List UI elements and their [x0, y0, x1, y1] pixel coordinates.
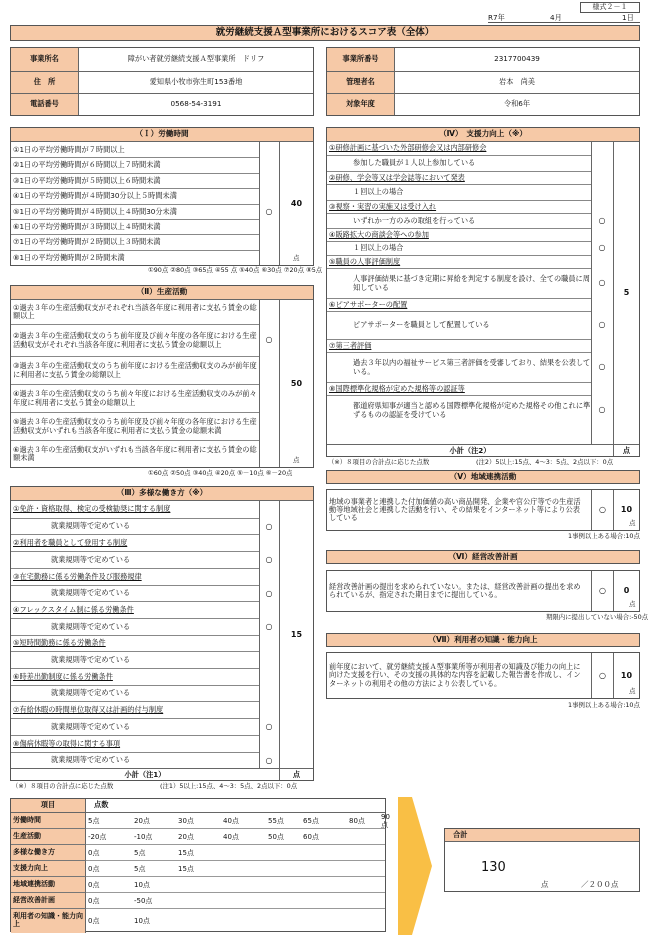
s4-mark-cell: ○ — [598, 362, 606, 371]
points-row-label: 労働時間 — [11, 813, 86, 829]
s2-item: ④過去３年の生産活動収支のうち前々年度における生産活動収支のみが前々年度に利用者に支払う賃金の総額以上 — [11, 384, 259, 412]
s3-score: 15 — [279, 501, 313, 768]
manager-label: 管理者名 — [327, 71, 395, 93]
s7-note: 1事例以上ある場合:10点 — [568, 701, 640, 709]
s4-item-sub: １回以上の場合 — [327, 241, 591, 255]
s1-title: （Ｉ）労働時間 — [11, 128, 313, 142]
s6-mark: ○ — [591, 571, 613, 611]
s7-unit: 点 — [629, 687, 636, 695]
s1-item: ⑥1日の平均労働時間が３時間以上４時間未満 — [11, 219, 259, 234]
phone: 0568-54-3191 — [79, 93, 313, 115]
s4-note-left: （※）８項目の合計点に応じた点数 — [328, 458, 430, 466]
s5-mark: ○ — [591, 490, 613, 530]
s4-item-head: ⑤職員の人事評価制度 — [327, 255, 591, 268]
points-value: 80点 — [349, 816, 365, 825]
date-month: 4月 — [550, 13, 562, 22]
section-production — [10, 285, 314, 468]
office-name-label: 事業所名 — [11, 48, 79, 71]
total-unit: 点 — [541, 880, 549, 889]
s4-item-sub: 都道府県知事が適当と認める国際標準化規格が定めた規格その他これに準ずるものの認証を受けている — [327, 395, 591, 425]
s3-item-head: ④フレックスタイム制に係る労働条件 — [11, 601, 259, 618]
s7-title: （Ⅶ）利用者の知識・能力向上 — [326, 633, 640, 647]
points-header-score: 点数 — [86, 799, 385, 813]
s6-note: 期限内に提出していない場合:-50点 — [546, 613, 649, 621]
manager: 岩本 尚美 — [395, 71, 639, 93]
year: 令和6年 — [395, 93, 639, 115]
s3-item-head: ②利用者を職員として登用する制度 — [11, 534, 259, 551]
s2-item: ③過去３年の生産活動収支のうち前年度における生産活動収支のみが前年度に利用者に支払う賃金の総額以上 — [11, 356, 259, 384]
s1-item: ④1日の平均労働時間が４時間30分以上５時間未満 — [11, 188, 259, 203]
date-day: 1日 — [622, 13, 634, 22]
s2-unit: 点 — [293, 456, 300, 464]
points-value: 10点 — [134, 916, 150, 925]
s4-item-sub: １回以上の場合 — [327, 184, 591, 200]
s1-legend: ①90点 ②80点 ③65点 ④55 点 ⑤40点 ⑥30点 ⑦20点 ⑧5点 — [148, 266, 323, 274]
s5-unit: 点 — [629, 519, 636, 527]
s3-title: （Ⅲ）多様な働き方（※） — [11, 487, 313, 501]
points-row-label: 経営改善計画 — [11, 893, 86, 909]
s5-score: 10 — [613, 490, 639, 530]
s7-score: 10 — [613, 653, 639, 698]
s3-item-head: ①免許・資格取得、検定の受検勧奨に関する制度 — [13, 504, 171, 514]
total-box — [444, 828, 640, 892]
points-row-label: 利用者の知識・能力向上 — [11, 909, 86, 933]
s4-item-head: ⑥ピアサポーターの配置 — [327, 298, 591, 311]
s3-mark-cell: ○ — [265, 588, 273, 598]
points-value: 60点 — [303, 832, 319, 841]
points-value: 40点 — [223, 816, 239, 825]
s1-item: ⑤1日の平均労働時間が４時間以上４時間30分未満 — [11, 204, 259, 219]
s2-legend: ①60点 ②50点 ③40点 ④20点 ⑤－10点 ⑥－20点 — [148, 469, 293, 477]
s2-title: （Ⅱ）生産活動 — [11, 286, 313, 300]
s2-item: ⑤過去３年の生産活動収支のうち前年度及び前々年度の各年度における生産活動収支がいずれも当該各年度に利用者に支払う賃金の総額未満 — [11, 412, 259, 440]
s4-mark-cell: ○ — [598, 215, 606, 225]
s3-unit: 点 — [279, 768, 313, 780]
s7-text: 前年度において、就労継続支援Ａ型事業所等が利用者の知識及び能力の向上に向けた支援を行い、その支援の具体的な内容を記載した報告書を作成し、インターネットの利用その他の方法により公表している。 — [329, 662, 581, 688]
points-value: 5点 — [134, 864, 146, 873]
points-header-item: 項目 — [11, 799, 86, 813]
s3-item-sub: 就業規則等で定めている — [11, 651, 259, 668]
info-left — [10, 47, 314, 116]
s1-item: ⑦1日の平均労働時間が２時間以上３時間未満 — [11, 234, 259, 249]
s7-mark: ○ — [591, 653, 613, 698]
points-value: 0点 — [88, 880, 100, 889]
s4-title: （Ⅳ） 支援力向上（※） — [327, 128, 639, 142]
s6-title: （Ⅵ）経営改善計画 — [326, 550, 640, 564]
s4-unit: 点 — [613, 444, 639, 456]
date-line — [488, 14, 640, 23]
s3-mark-cell: ○ — [265, 755, 273, 765]
s4-mark-cell: ○ — [598, 320, 606, 329]
s4-mark-cell: ○ — [598, 278, 606, 287]
s6-text: 経営改善計画の提出を求められていない。または、経営改善計画の提出を求められているが、指定された期日までに提出している。 — [329, 581, 581, 599]
address-label: 住 所 — [11, 71, 79, 93]
points-value: 5点 — [134, 848, 146, 857]
points-value: 30点 — [178, 816, 194, 825]
s3-mark-cell: ○ — [265, 722, 273, 732]
s3-item-sub: 就業規則等で定めている — [11, 585, 259, 602]
points-value: -10点 — [134, 832, 153, 841]
s3-item-head: ⑧傷病休暇等の取得に関する事項 — [11, 735, 259, 752]
points-value: 0点 — [88, 916, 100, 925]
points-value: 65点 — [303, 816, 319, 825]
s4-mark-cell: ○ — [598, 243, 606, 252]
office-no: 2317700439 — [494, 54, 540, 64]
s4-score: 5 — [613, 142, 639, 444]
s3-mark-cell: ○ — [265, 621, 273, 631]
s4-item-sub: いずれか一方のみの取組を行っている — [327, 213, 591, 228]
points-value: 55点 — [268, 816, 284, 825]
points-value: 15点 — [178, 864, 194, 873]
s5-note: 1事例以上ある場合:10点 — [568, 532, 640, 540]
s4-item-sub: 参加した職員が１人以上参加している — [327, 155, 591, 171]
s2-item: ①過去３年の生産活動収支がそれぞれ当該各年度に利用者に支払う賃金の総額以上 — [13, 302, 257, 320]
points-value: 20点 — [178, 832, 194, 841]
s4-item-head: ①研修計画に基づいた外部研修会又は内部研修会 — [329, 143, 487, 153]
s3-mark-cell: ○ — [265, 555, 273, 565]
section-knowledge — [326, 652, 640, 699]
s3-item-sub: 就業規則等で定めている — [11, 685, 259, 702]
points-table — [10, 798, 390, 932]
s4-item-head: ②研修、学会等又は学会誌等において発表 — [327, 171, 591, 184]
s4-item-head: ③視察・実習の実施又は受け入れ — [327, 200, 591, 213]
points-value: -20点 — [88, 832, 107, 841]
s3-item-head: ⑦有給休暇の時間単位取得又は計画的付与制度 — [11, 701, 259, 718]
s4-item-head: ④販路拡大の商談会等への参加 — [327, 228, 591, 241]
points-value: 0点 — [88, 848, 100, 857]
section-diverse-work — [10, 486, 314, 781]
section-management — [326, 570, 640, 612]
total-value: 130 — [481, 860, 506, 875]
info-right — [326, 47, 640, 116]
points-row-label: 地域連携活動 — [11, 877, 86, 893]
s3-item-sub: 就業規則等で定めている — [11, 752, 259, 769]
s2-item: ⑥過去３年の生産活動収支がいずれも当該各年度に利用者に支払う賃金の総額未満 — [11, 440, 259, 467]
date-year: R7年 — [488, 13, 505, 22]
s4-item-sub: ピアサポーターを職員として配置している — [327, 311, 591, 339]
s4-item-head: ⑧国際標準化規格が定めた規格等の認証等 — [327, 382, 591, 395]
s4-item-sub: 人事評価結果に基づき定期に昇給を判定する制度を設け、全ての職員に周知している — [327, 268, 591, 298]
s3-subtotal: 小計（注1） — [11, 768, 279, 780]
s3-item-head: ⑥時差出勤制度に係る労働条件 — [11, 668, 259, 685]
s3-item-sub: 就業規則等で定めている — [11, 518, 259, 535]
points-row-line — [86, 877, 385, 893]
year-label: 対象年度 — [327, 93, 395, 115]
points-row-line — [86, 861, 385, 877]
s1-mark-cell: ○ — [265, 206, 273, 216]
s3-item-sub: 就業規則等で定めている — [11, 551, 259, 568]
s4-item-sub: 過去３年以内の福祉サービス第三者評価を受審しており、結果を公表している。 — [327, 352, 591, 382]
s3-note-right: (注1）5以上:15点、4～3：5点、2点以下：0点 — [160, 782, 298, 790]
s3-item-head: ③在宅勤務に係る労働条件及び服務規律 — [11, 568, 259, 585]
s1-item: ②1日の平均労働時間が６時間以上７時間未満 — [11, 157, 259, 172]
s4-note-right: (注2）5以上:15点、4～3：5点、2点以下：0点 — [476, 458, 614, 466]
points-value: 0点 — [88, 864, 100, 873]
total-label: 合計 — [445, 829, 639, 842]
s1-unit: 点 — [293, 254, 300, 262]
form-label: 様式２－１ — [580, 2, 640, 13]
s1-score: 40 — [279, 142, 313, 265]
s5-title: （Ⅴ）地域連携活動 — [326, 470, 640, 484]
points-row-label: 生産活動 — [11, 829, 86, 845]
s3-note-left: （※）８項目の合計点に応じた点数 — [12, 782, 114, 790]
points-row-line — [86, 845, 385, 861]
address: 愛知県小牧市弥生町153番地 — [79, 71, 313, 93]
total-max: ／２００点 — [581, 880, 619, 889]
s3-item-sub: 就業規則等で定めている — [11, 718, 259, 735]
s2-mark-cell: ○ — [265, 335, 273, 344]
section-regional — [326, 489, 640, 531]
s5-text: 地域の事業者と連携した付加価値の高い商品開発、企業や官公庁等での生産活動等地域社会と連携した活動を行い、その結果をインターネット等により公表している — [329, 496, 581, 523]
points-value: -50点 — [134, 896, 153, 905]
arrow-icon — [398, 797, 434, 935]
s3-item-sub: 就業規則等で定めている — [11, 618, 259, 635]
points-row-line — [86, 893, 385, 909]
s3-item-head: ⑤短時間勤務に係る労働条件 — [11, 635, 259, 652]
points-value: 0点 — [88, 896, 100, 905]
points-row-line — [86, 909, 385, 933]
section-labor-hours — [10, 127, 314, 266]
s6-score: 0 — [613, 571, 639, 611]
s6-unit: 点 — [629, 600, 636, 608]
points-value: 40点 — [223, 832, 239, 841]
office-no-label: 事業所番号 — [327, 48, 395, 71]
s4-item-head: ⑦第三者評価 — [327, 339, 591, 352]
s4-mark-cell: ○ — [598, 405, 606, 414]
points-value: 20点 — [134, 816, 150, 825]
points-value: 15点 — [178, 848, 194, 857]
s1-item: ①1日の平均労働時間が７時間以上 — [13, 144, 125, 154]
office-name: 障がい者就労継続支援Ａ型事業所 ドリフ — [127, 54, 265, 64]
s3-mark-cell: ○ — [265, 521, 273, 531]
s4-subtotal: 小計（注2） — [327, 444, 613, 456]
points-value: 5点 — [88, 816, 100, 825]
section-support-capacity — [326, 127, 640, 457]
points-row-label: 支援力向上 — [11, 861, 86, 877]
points-value: 90点 — [381, 812, 390, 829]
points-value: 50点 — [268, 832, 284, 841]
s2-item: ②過去３年の生産活動収支のうち前年度及び前々年度の各年度における生産活動収支がそれぞれ当該各年度に利用者に支払う賃金の総額以上 — [11, 324, 259, 356]
points-value: 10点 — [134, 880, 150, 889]
s2-score: 50 — [279, 300, 313, 467]
s1-item: ⑧1日の平均労働時間が２時間未満 — [11, 250, 259, 265]
phone-label: 電話番号 — [11, 93, 79, 115]
s1-item: ③1日の平均労働時間が５時間以上６時間未満 — [11, 173, 259, 188]
points-row-label: 多様な働き方 — [11, 845, 86, 861]
page-title: 就労継続支援Ａ型事業所におけるスコア表（全体） — [10, 25, 640, 41]
